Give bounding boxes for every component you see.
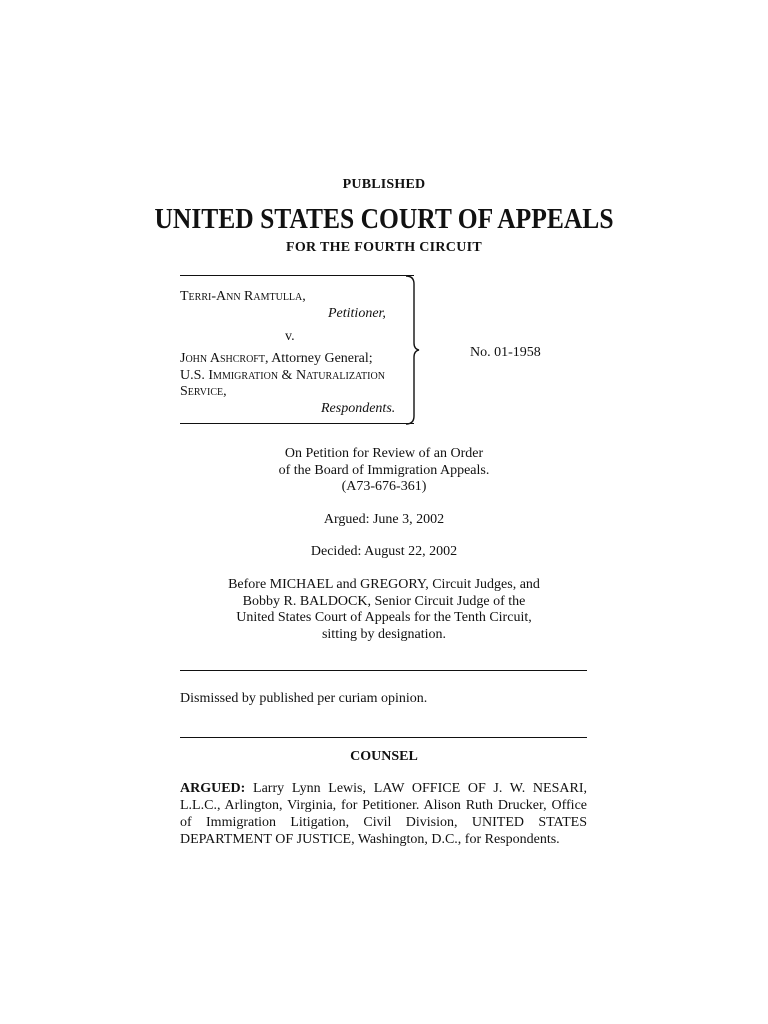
caption-top-rule bbox=[180, 275, 414, 276]
petitioner-role: Petitioner, bbox=[328, 306, 386, 321]
docket-number: No. 01-1958 bbox=[470, 345, 541, 360]
respondent-2-line2: Service, bbox=[180, 384, 227, 399]
divider-1 bbox=[180, 670, 587, 671]
panel-line-2: Bobby R. BALDOCK, Senior Circuit Judge of the bbox=[242, 593, 526, 609]
petition-info bbox=[0, 446, 768, 496]
caption-bottom-rule bbox=[180, 423, 414, 424]
published-label: PUBLISHED bbox=[342, 177, 426, 192]
caption-brace-icon bbox=[406, 275, 420, 425]
respondent-1-title: , Attorney General; bbox=[264, 351, 373, 366]
divider-2 bbox=[180, 737, 587, 738]
respondent-1 bbox=[180, 351, 373, 367]
disposition: Dismissed by published per curiam opinion. bbox=[180, 691, 428, 706]
court-title: UNITED STATES COURT OF APPEALS bbox=[154, 203, 614, 235]
petition-line-1: On Petition for Review of an Order bbox=[284, 446, 484, 461]
panel-line-4: sitting by designation. bbox=[321, 626, 447, 642]
decided-date: Decided: August 22, 2002 bbox=[310, 544, 458, 559]
panel-line-1: Before MICHAEL and GREGORY, Circuit Judges, and bbox=[228, 577, 540, 592]
argued-label: ARGUED: bbox=[180, 781, 246, 796]
respondent-1-name: John Ashcroft bbox=[180, 351, 265, 366]
panel-line-3: United States Court of Appeals for the Tenth Circuit, bbox=[236, 610, 532, 625]
panel-judges bbox=[0, 577, 768, 643]
case-caption bbox=[180, 275, 420, 425]
counsel-heading: COUNSEL bbox=[350, 749, 418, 764]
versus: v. bbox=[285, 329, 295, 344]
petition-line-3: (A73-676-361) bbox=[341, 479, 427, 494]
petition-line-2: of the Board of Immigration Appeals. bbox=[278, 462, 490, 478]
circuit-subtitle: FOR THE FOURTH CIRCUIT bbox=[285, 240, 483, 255]
argued-text: Larry Lynn Lewis, LAW OFFICE OF J. W. NESARI, L.L.C., Arlington, Virginia, for Petitioner. Alison Ruth Drucker, Office of Immigration Litigation, Civil Division, UNITED STATES DEPARTMENT OF JUSTICE, Washington, D.C., for Respondents. bbox=[180, 781, 587, 847]
respondents-role: Respondents. bbox=[321, 401, 396, 416]
petitioner-name: Terri-Ann Ramtulla, bbox=[180, 289, 306, 304]
argued-date: Argued: June 3, 2002 bbox=[323, 512, 445, 527]
respondent-2-line1: U.S. Immigration & Naturalization bbox=[180, 368, 385, 383]
argued-counsel bbox=[180, 780, 587, 848]
